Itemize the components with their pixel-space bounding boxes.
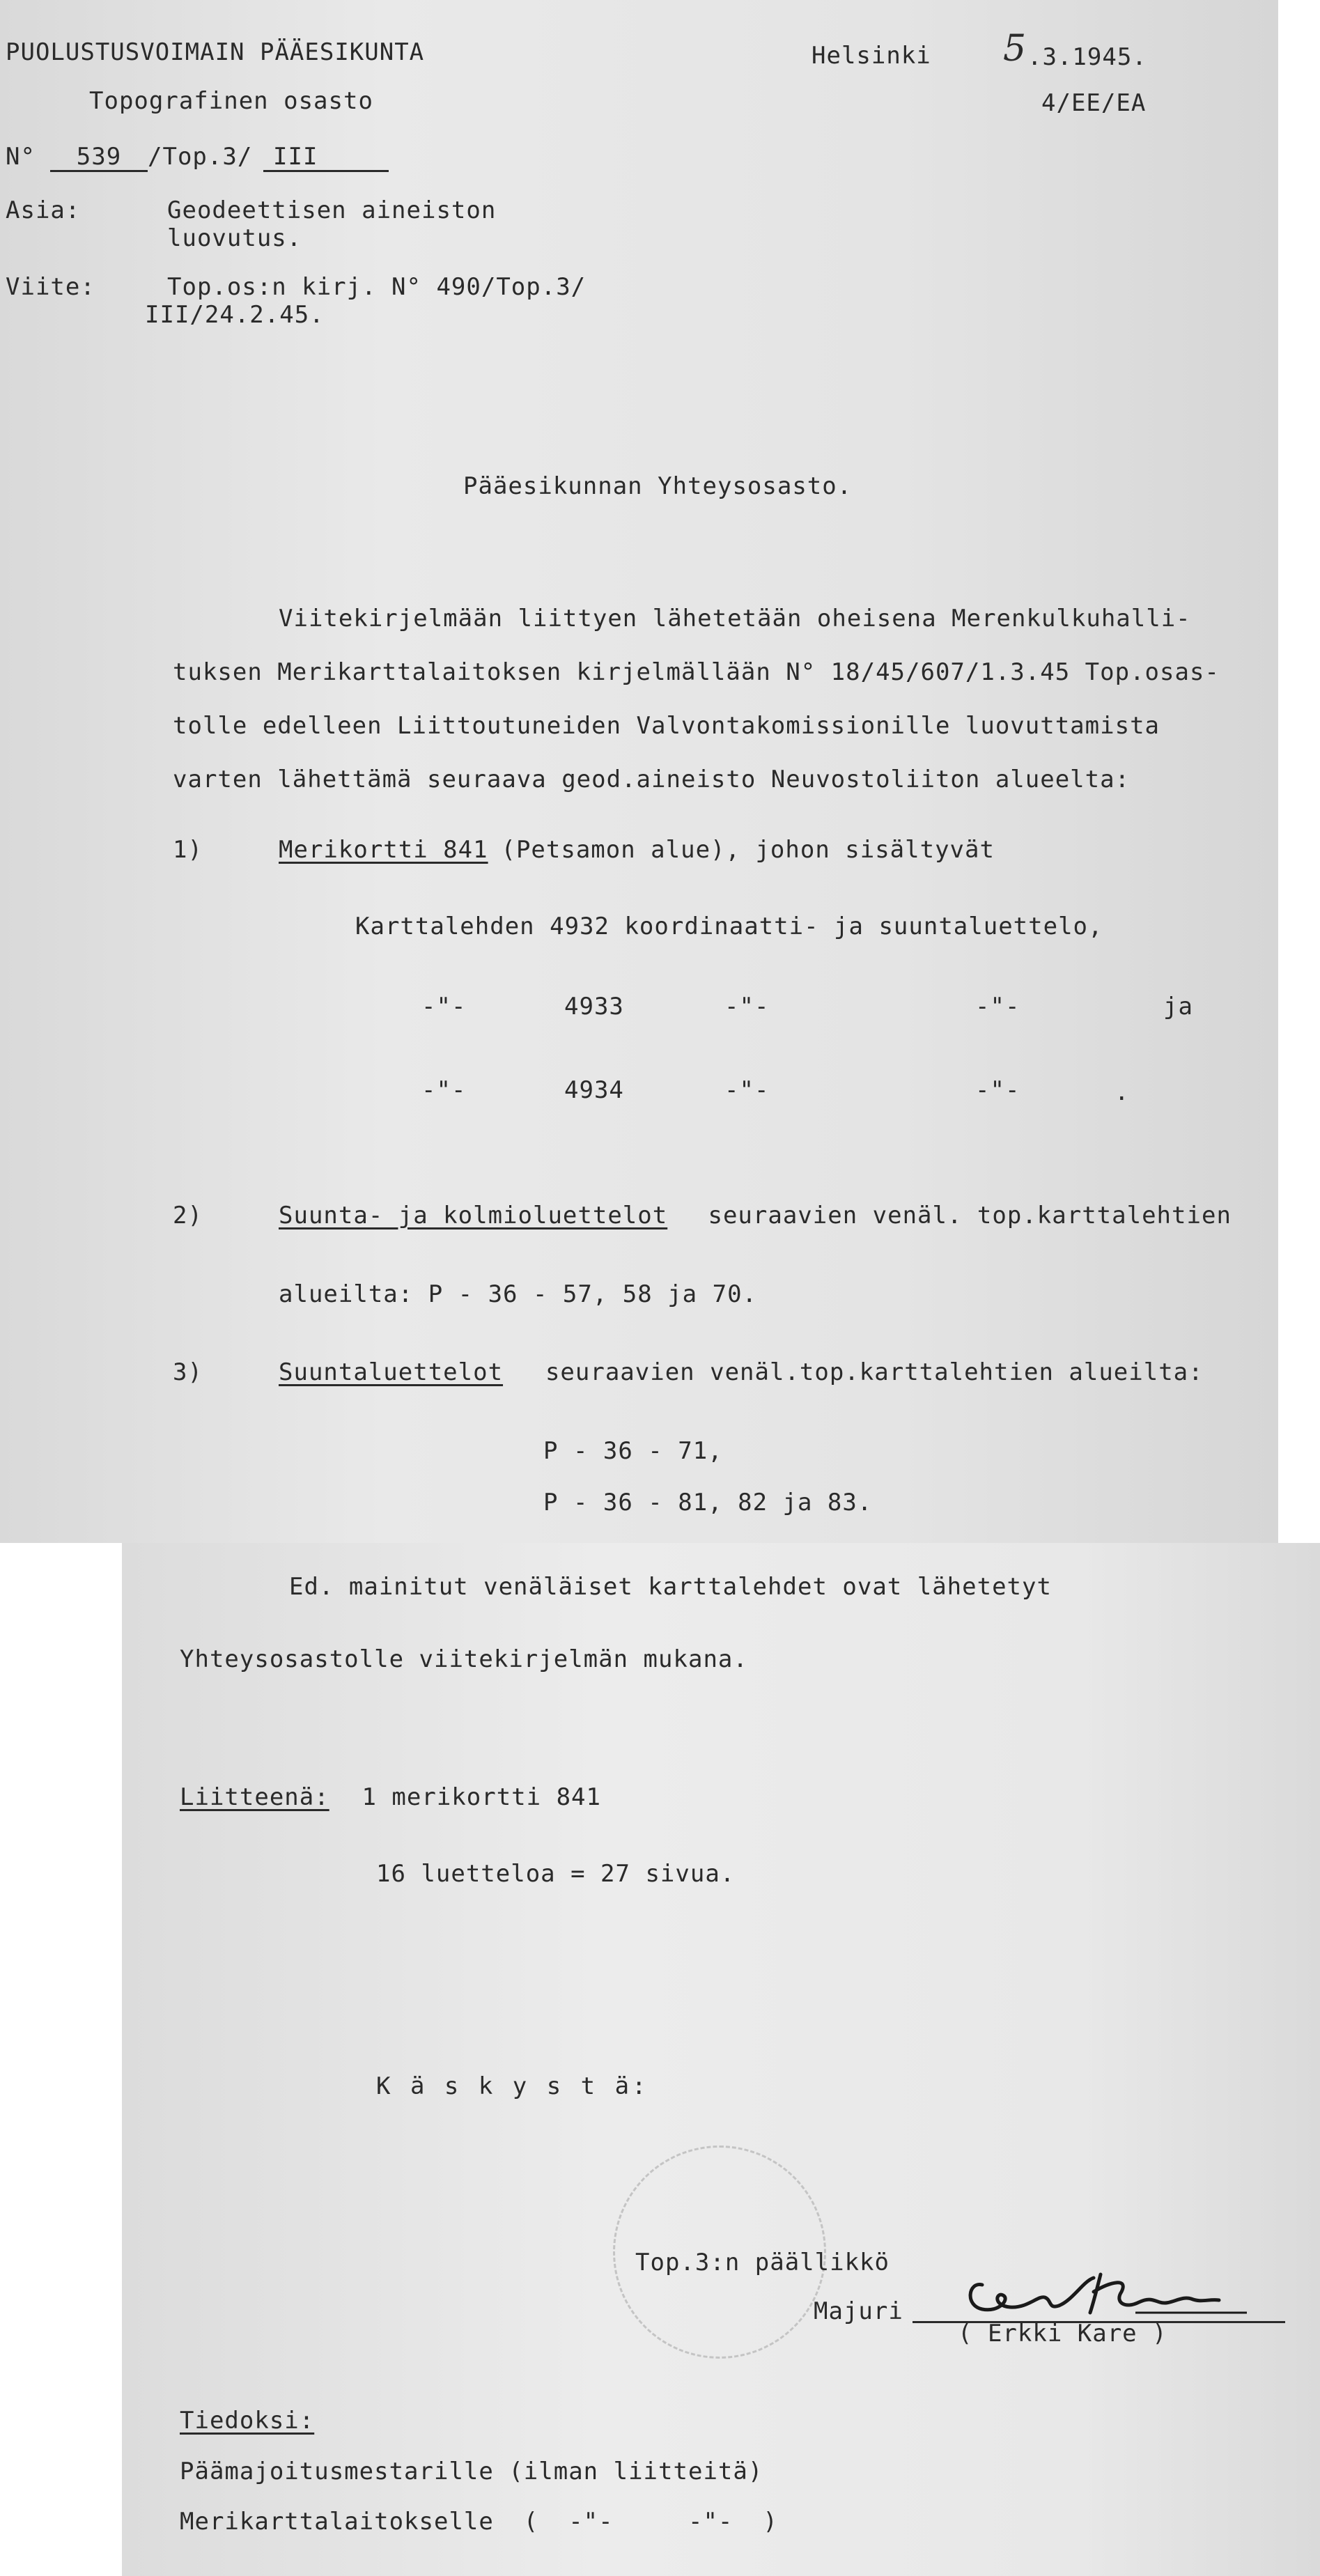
recipient: Pääesikunnan Yhteysosasto.	[463, 472, 853, 500]
paragraph-1-line-4: varten lähettämä seuraava geod.aineisto Neuvostoliiton alueelta:	[173, 766, 1131, 793]
signatory-title: Top.3:n päällikkö	[635, 2249, 890, 2276]
org-name: PUOLUSTUSVOIMAIN PÄÄESIKUNTA	[6, 38, 425, 66]
item-3-sheets-81-83: P - 36 - 81, 82 ja 83.	[543, 1489, 873, 1516]
paragraph-1-line-1: Viitekirjelmään liittyen lähetetään oheisena Merenkulkuhalli-	[279, 605, 1191, 633]
signatory-rank: Majuri	[814, 2297, 903, 2325]
item-2-number: 2)	[173, 1202, 203, 1229]
item-3-sheet-71: P - 36 - 71,	[543, 1437, 723, 1465]
signatory-name: ( Erkki Kare )	[958, 2320, 1167, 2348]
subject-line-1: Geodeettisen aineiston	[167, 196, 497, 224]
date-handwritten-day: 5	[1003, 28, 1027, 70]
cc-line-1: Päämajoitusmestarille (ilman liitteitä)	[180, 2458, 763, 2485]
item-2-title: Suunta- ja kolmioluettelot	[279, 1202, 668, 1229]
reference-label: Viite:	[6, 273, 95, 301]
cc-line-2: Merikarttalaitokselle ( -"- -"- )	[180, 2508, 778, 2536]
item-1-title: Merikortti 841	[279, 836, 488, 864]
subject-label: Asia:	[6, 196, 81, 224]
place: Helsinki	[812, 42, 931, 70]
paragraph-2-line-1: Ed. mainitut venäläiset karttalehdet ovat lähetetyt	[289, 1573, 1052, 1601]
date: .3.1945.	[1027, 43, 1147, 71]
attachments-label: Liitteenä:	[180, 1783, 329, 1811]
item-2-sheets: alueilta: P - 36 - 57, 58 ja 70.	[279, 1280, 758, 1308]
item-3-title: Suuntaluettelot	[279, 1358, 504, 1386]
ditto-mark: -"-	[724, 1076, 770, 1104]
ditto-mark: -"-	[421, 1076, 467, 1104]
attachment-2: 16 luetteloa = 27 sivua.	[376, 1860, 736, 1888]
doc-number-prefix: N°	[6, 143, 36, 171]
item-2-description: seuraavien venäl. top.karttalehtien	[693, 1202, 1232, 1229]
subject-line-2: luovutus.	[167, 224, 302, 252]
item-3-description: seuraavien venäl.top.karttalehtien alueilta:	[515, 1358, 1204, 1386]
item-1-sheet-4932: Karttalehden 4932 koordinaatti- ja suuntaluettelo,	[355, 913, 1103, 940]
item-3-number: 3)	[173, 1358, 203, 1386]
ditto-mark: -"-	[724, 993, 770, 1021]
attachment-1: 1 merikortti 841	[347, 1783, 601, 1811]
reference-code: 4/EE/EA	[1041, 89, 1147, 117]
paragraph-1-line-2: tuksen Merikarttalaitoksen kirjelmällään N° 18/45/607/1.3.45 Top.osas-	[173, 658, 1220, 686]
doc-number-rule	[50, 170, 148, 172]
paragraph-1-line-3: tolle edelleen Liittoutuneiden Valvontakomissionille luovuttamista	[173, 712, 1160, 740]
department-name: Topografinen osasto	[89, 87, 373, 115]
cc-label: Tiedoksi:	[180, 2407, 315, 2435]
ditto-mark: -"-	[421, 993, 467, 1021]
item-1-description: (Petsamon alue), johon sisältyvät	[486, 836, 995, 864]
ditto-mark: -"-	[975, 1076, 1020, 1104]
doc-roman-rule	[263, 170, 389, 172]
doc-number-suffix: /Top.3/	[148, 143, 253, 171]
by-order: K ä s k y s t ä:	[376, 2072, 649, 2100]
ditto-mark: -"-	[975, 993, 1020, 1021]
conjunction-ja: ja	[1163, 993, 1193, 1021]
period: .	[1115, 1078, 1130, 1106]
doc-number: 539	[76, 143, 122, 171]
doc-number-roman: III	[273, 143, 318, 171]
reference-line-2: III/24.2.45.	[145, 301, 325, 329]
paragraph-2-line-2: Yhteysosastolle viitekirjelmän mukana.	[180, 1645, 748, 1673]
item-1-number: 1)	[173, 836, 203, 864]
item-1-sheet-4933: 4933	[564, 993, 624, 1021]
item-1-sheet-4934: 4934	[564, 1076, 624, 1104]
reference-line-1: Top.os:n kirj. N° 490/Top.3/	[167, 273, 587, 301]
